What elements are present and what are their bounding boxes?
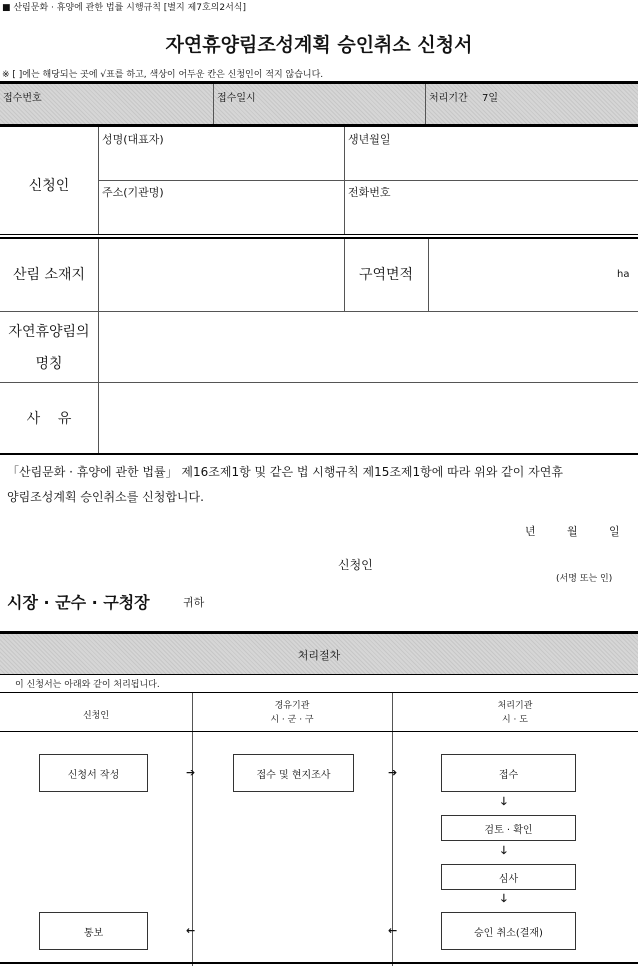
section-rule [0,453,638,455]
arrow-down-icon: 🡓 [501,892,507,905]
arrow-left-icon: ← [388,924,398,937]
form-reference: ■ 산림문화 · 휴양에 관한 법률 시행규칙 [별지 제7호의2서식] [2,3,246,13]
receipt-row [0,84,638,124]
column-via-agency-2: 시 · 군 · 구 [270,715,314,725]
step-review-confirm: 검토 · 확인 [441,815,576,841]
procedure-note: 이 신청서는 아래와 같이 처리됩니다. [15,680,160,690]
forest-location-label: 산림 소재지 [12,267,86,283]
column-processing-agency-1: 처리기관 [497,701,533,711]
processing-period-value: 7일 [482,93,499,104]
area-unit: ha [617,269,630,280]
step-receive-and-inspect: 접수 및 현지조사 [233,754,354,792]
signer-label: 신청인 [338,558,373,572]
step-write-application: 신청서 작성 [39,754,148,792]
statement-line-1: 「산림문화 · 휴양에 관한 법률」 제16조제1항 및 같은 법 시행규칙 제15조제1항에 따라 위와 같이 자연휴 [7,465,563,479]
arrow-left-icon: ← [186,924,196,937]
statement-line-2: 양림조성계획 승인취소를 신청합니다. [7,490,204,504]
recipient-title: 시장 · 군수 · 구청장 [7,593,150,612]
arrow-right-icon: ➔ [186,766,196,779]
form-note: ※ [ ]에는 해당되는 곳에 √표를 하고, 색상이 어두운 칸은 신청인이 적지 않습니다. [2,70,324,80]
step-receive: 접수 [441,754,576,792]
date-year: 년 [525,525,536,538]
reason-label: 사 유 [26,411,72,427]
area-label: 구역면적 [358,267,414,283]
step-approval-cancel: 승인 취소(결재) [441,912,576,950]
name-field[interactable]: 성명(대표자) [102,133,164,146]
receipt-number-label: 접수번호 [3,93,42,104]
arrow-down-icon: 🡓 [501,795,507,808]
step-examine: 심사 [441,864,576,890]
forest-name-label-1: 자연휴양림의 [8,324,90,340]
forest-name-label-2: 명칭 [35,356,63,372]
receipt-date-label: 접수일시 [217,93,256,104]
area-field[interactable] [428,239,638,311]
address-field[interactable]: 주소(기관명) [102,186,164,199]
step-notify: 통보 [39,912,148,950]
column-applicant: 신청인 [82,711,110,721]
processing-period-label: 처리기간 [429,93,468,104]
recipient-suffix: 귀하 [183,596,205,609]
forest-location-field[interactable] [98,239,344,311]
arrow-down-icon: 🡓 [501,844,507,857]
procedure-title: 처리절차 [297,649,341,662]
applicant-section-label: 신청인 [28,178,70,194]
form-title: 자연휴양림조성계획 승인취소 신청서 [165,34,473,56]
date-month: 월 [567,525,578,538]
column-processing-agency-2: 시 · 도 [502,715,528,725]
sign-note: (서명 또는 인) [556,574,613,584]
reason-field[interactable] [99,383,638,453]
phone-field[interactable]: 전화번호 [348,186,391,199]
arrow-right-icon: ➔ [388,766,398,779]
column-via-agency-1: 경유기관 [274,701,310,711]
forest-name-field[interactable] [99,312,638,382]
date-day: 일 [609,525,620,538]
thick-rule [0,124,638,127]
birth-date-field[interactable]: 생년월일 [348,133,391,146]
